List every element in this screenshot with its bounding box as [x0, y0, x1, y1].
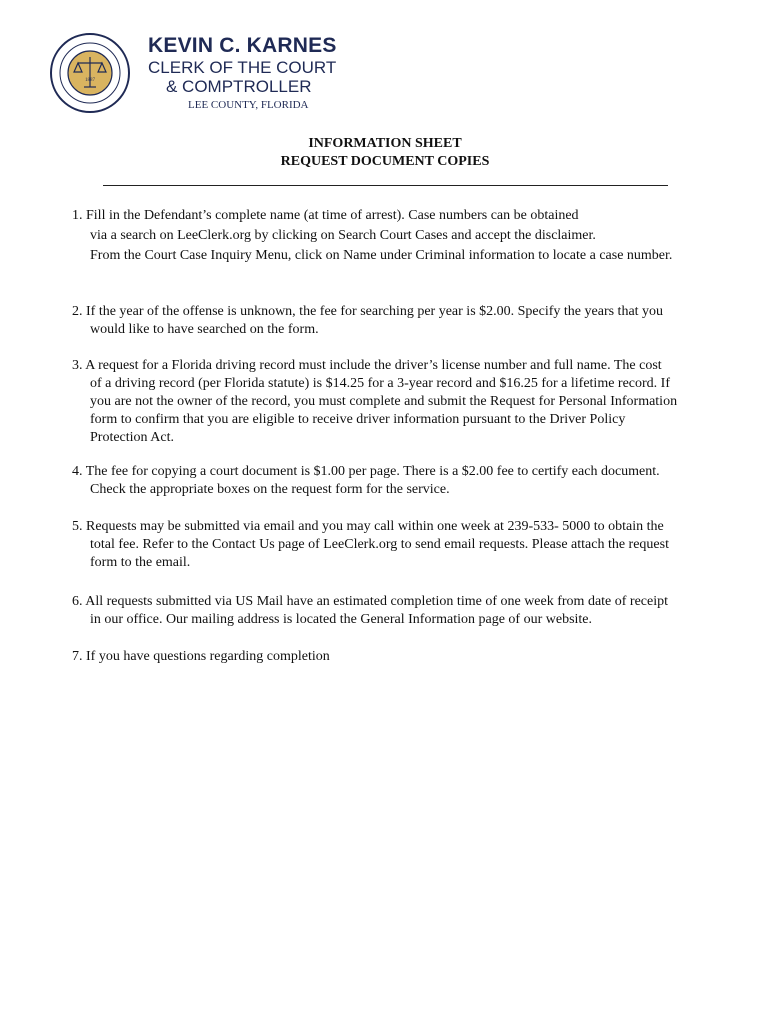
item-line: Check the appropriate boxes on the request form for the service.: [90, 482, 450, 497]
list-item: [72, 357, 732, 447]
item-line: 1. Fill in the Defendant’s complete name (at time of arrest). Case numbers can be obtained: [72, 208, 579, 223]
item-line: via a search on LeeClerk.org by clicking on Search Court Cases and accept the disclaimer.: [90, 228, 596, 243]
title-divider: [103, 185, 668, 186]
clerk-title: CLERK OF THE COURT: [148, 58, 337, 77]
document-title: INFORMATION SHEET: [308, 136, 462, 151]
item-line: 7. If you have questions regarding completion: [72, 649, 330, 664]
item-line: total fee. Refer to the Contact Us page of LeeClerk.org to send email requests. Please attach the request: [90, 537, 669, 552]
list-item: [72, 518, 732, 572]
item-line: 2. If the year of the offense is unknown, the fee for searching per year is $2.00. Specify the years that you: [72, 304, 664, 319]
list-item: [72, 303, 732, 339]
clerk-subtitle: & COMPTROLLER: [166, 77, 312, 96]
list-item: [72, 648, 732, 666]
item-line: From the Court Case Inquiry Menu, click on Name under Criminal information to locate a case number.: [90, 248, 673, 263]
list-item: [72, 207, 732, 265]
county-label: LEE COUNTY, FLORIDA: [188, 99, 309, 111]
item-line: 3. A request for a Florida driving record must include the driver’s license number and full name. The cost: [72, 358, 662, 373]
item-line: 5. Requests may be submitted via email and you may call within one week at 239-533- 5000 to obtain the: [72, 519, 664, 534]
item-line: form to confirm that you are eligible to receive driver information pursuant to the Driver Policy: [90, 412, 626, 427]
document-subtitle: REQUEST DOCUMENT COPIES: [280, 154, 490, 169]
clerk-seal-logo: [44, 32, 136, 114]
list-item: [72, 593, 732, 629]
item-line: 4. The fee for copying a court document is $1.00 per page. There is a $2.00 fee to certify each document.: [72, 464, 660, 479]
item-line: in our office. Our mailing address is located the General Information page of our website.: [90, 612, 593, 627]
list-item: [72, 463, 732, 499]
office-branding: [148, 34, 337, 111]
item-line: of a driving record (per Florida statute) is $14.25 for a 3-year record and $16.25 for a lifetime record. If: [90, 376, 671, 391]
item-line: Protection Act.: [90, 430, 174, 445]
item-line: form to the email.: [90, 555, 191, 570]
item-line: you are not the owner of the record, you must complete and submit the Request for Personal Information: [90, 394, 678, 409]
clerk-name: KEVIN C. KARNES: [148, 34, 337, 57]
item-line: would like to have searched on the form.: [90, 322, 319, 337]
item-line: 6. All requests submitted via US Mail have an estimated completion time of one week from date of receipt: [72, 594, 669, 609]
seal-year: 1887: [85, 78, 95, 83]
